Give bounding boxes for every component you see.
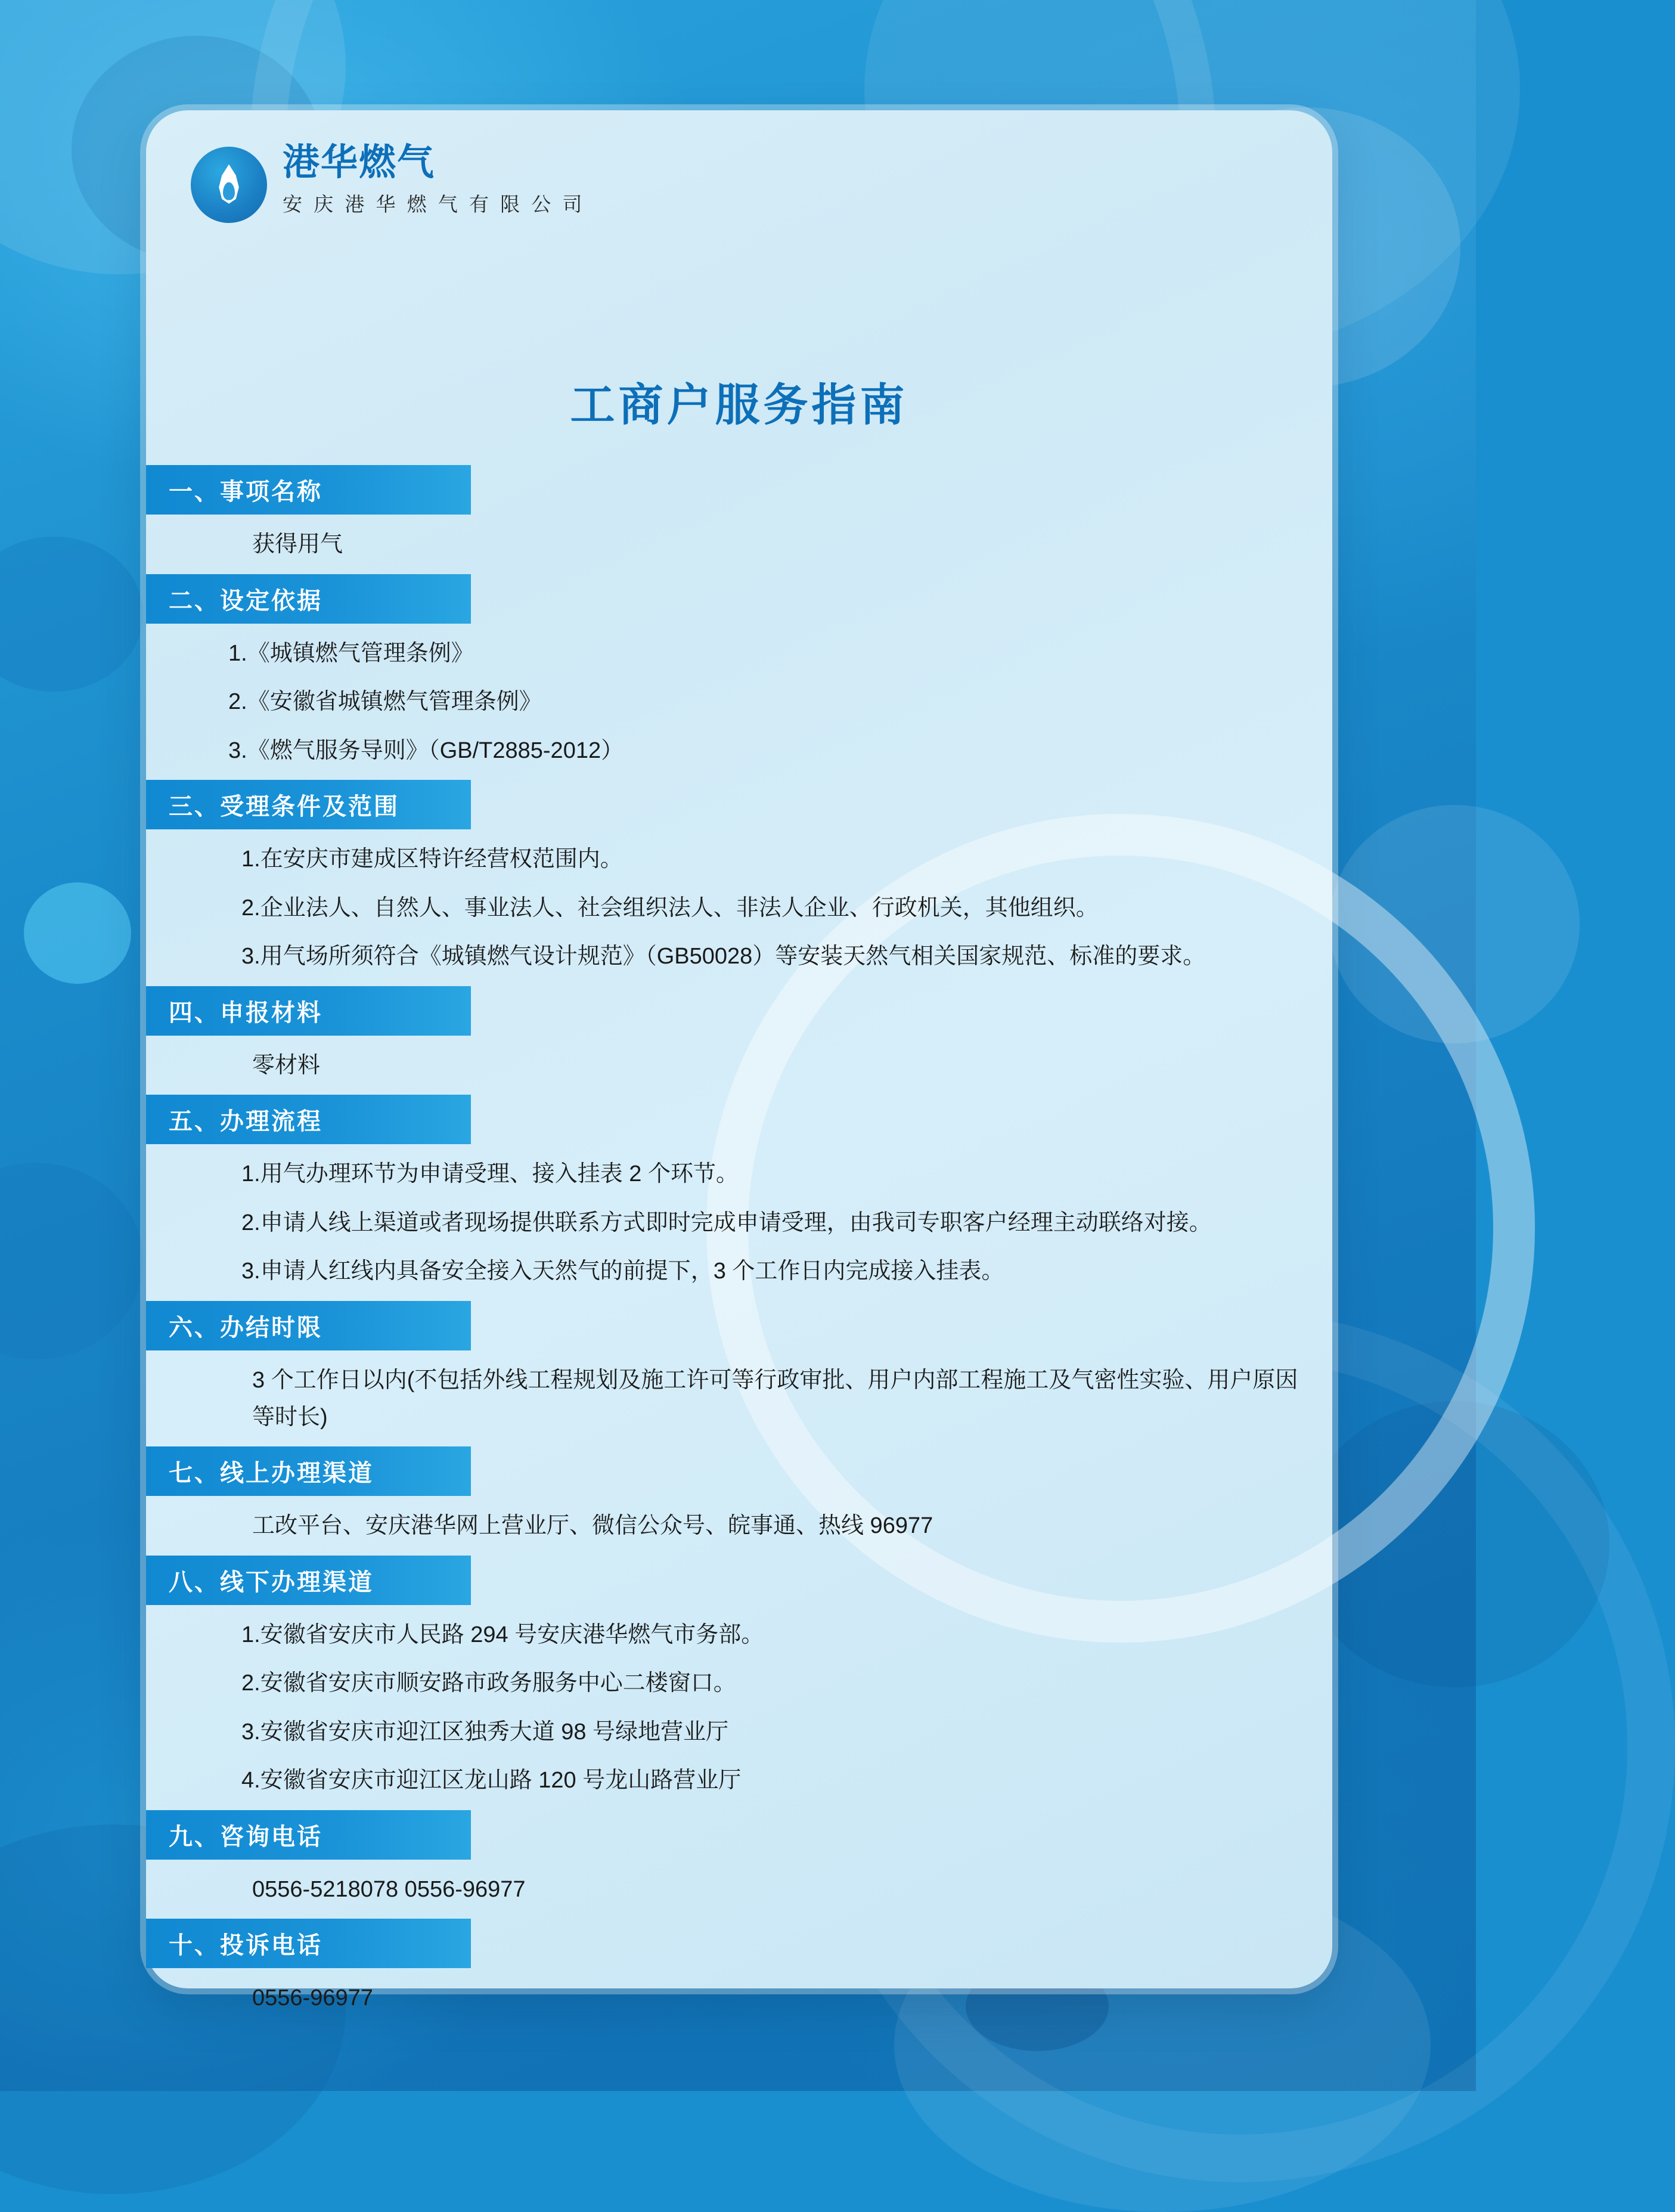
section-content [146, 1617, 1332, 1799]
section-line: 4.安徽省安庆市迎江区龙山路 120 号龙山路营业厅 [241, 1768, 742, 1793]
bg-blob [24, 882, 131, 984]
section-line: 1.在安庆市建成区特许经营权范围内。 [241, 847, 623, 872]
section-header: 七、线上办理渠道 [146, 1446, 471, 1496]
section-header: 九、咨询电话 [146, 1810, 471, 1860]
section-header: 六、办结时限 [146, 1301, 471, 1350]
section-content [146, 1156, 1332, 1290]
section-line: 3.用气场所须符合《城镇燃气设计规范》（GB50028）等安装天然气相关国家规范、标准的要求。 [241, 944, 1206, 969]
section-line: 3.《燃气服务导则》（GB/T2885-2012） [228, 738, 624, 763]
bg-blob [1299, 1401, 1609, 1687]
section-header: 三、受理条件及范围 [146, 780, 471, 829]
section-content [146, 841, 1332, 975]
flame-glyph [216, 165, 241, 204]
section-line: 0556-96977 [252, 1985, 373, 2011]
section-line: 获得用气 [252, 532, 343, 557]
page-title: 工商户服务指南 [570, 380, 908, 430]
sections-container [146, 465, 1332, 2028]
flame-circle-icon [191, 147, 267, 223]
section-header: 八、线下办理渠道 [146, 1556, 471, 1605]
section-content [146, 636, 1332, 770]
section-line: 0556-5218078 0556-96977 [252, 1876, 526, 1902]
bg-blob [1329, 805, 1580, 1043]
bg-blob [0, 1163, 143, 1359]
brand-company: 安 庆 港 华 燃 气 有 限 公 司 [283, 193, 585, 216]
brand-text [283, 143, 585, 217]
section-header: 五、办理流程 [146, 1095, 471, 1144]
bg-blob [0, 537, 143, 692]
section-line: 2.企业法人、自然人、事业法人、社会组织法人、非法人企业、行政机关，其他组织。 [241, 895, 1099, 921]
section-content [146, 526, 1332, 563]
section-line: 1.《城镇燃气管理条例》 [228, 640, 474, 666]
section-line: 3.安徽省安庆市迎江区独秀大道 98 号绿地营业厅 [241, 1719, 729, 1745]
brand-name: 港华燃气 [283, 142, 436, 183]
section-content [146, 1048, 1332, 1085]
section-line: 零材料 [252, 1052, 321, 1078]
section-content [146, 1508, 1332, 1545]
content-card [146, 110, 1332, 2011]
section-line: 工改平台、安庆港华网上营业厅、微信公众号、皖事通、热线 96977 [252, 1513, 933, 1539]
section-line: 3 个工作日以内(不包括外线工程规划及施工许可等行政审批、用户内部工程施工及气密性实验、用户原因等时长) [252, 1368, 1298, 1430]
section-line: 2.《安徽省城镇燃气管理条例》 [228, 689, 542, 715]
section-header: 四、申报材料 [146, 986, 471, 1036]
section-line: 1.用气办理环节为申请受理、接入挂表 2 个环节。 [241, 1161, 739, 1187]
section-line: 3.申请人红线内具备安全接入天然气的前提下，3 个工作日内完成接入挂表。 [241, 1259, 1004, 1284]
section-header: 二、设定依据 [146, 574, 471, 624]
section-line: 1.安徽省安庆市人民路 294 号安庆港华燃气市务部。 [241, 1622, 764, 1647]
section-content [146, 1872, 1332, 1909]
section-line: 2.申请人线上渠道或者现场提供联系方式即时完成申请受理，由我司专职客户经理主动联络对接。 [241, 1210, 1212, 1235]
brand-header [191, 143, 585, 223]
section-header: 十、投诉电话 [146, 1919, 471, 1968]
section-line: 2.安徽省安庆市顺安路市政务服务中心二楼窗口。 [241, 1671, 736, 1696]
section-header: 一、事项名称 [146, 465, 471, 515]
section-content [146, 1980, 1332, 2017]
section-content [146, 1362, 1332, 1436]
